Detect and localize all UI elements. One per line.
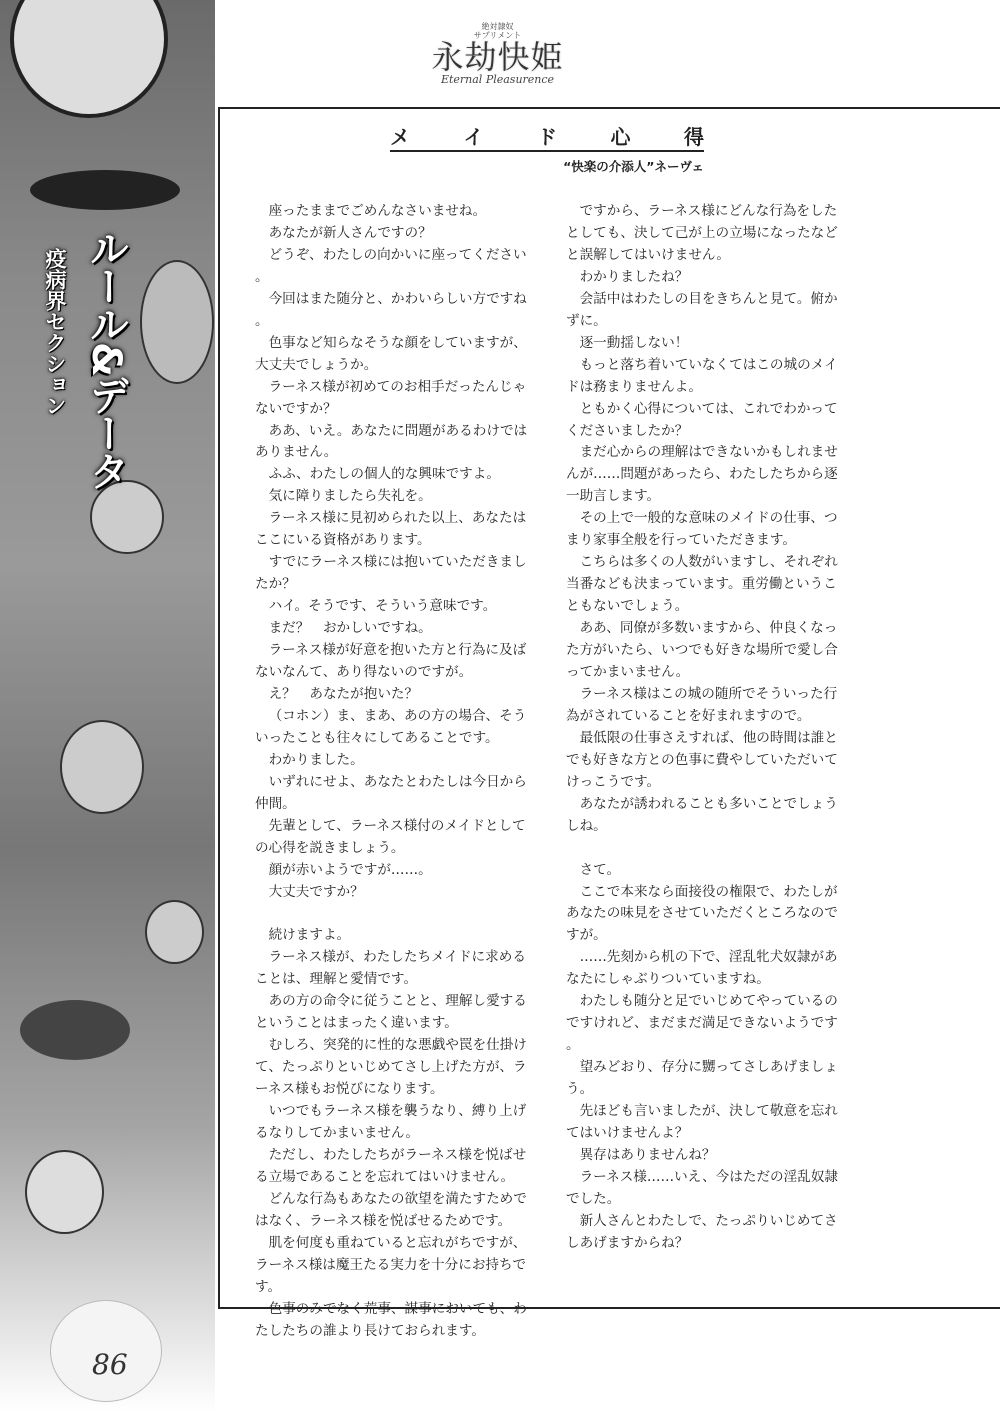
- paragraph: ふふ、わたしの個人的な興味ですよ。: [268, 466, 500, 483]
- paragraph: ラーネス様はこの城の随所でそういった行為がされていることを好まれますので。: [566, 685, 838, 724]
- paragraph: 肌を何度も重ねていると忘れがちですが、ラーネス様は魔王たる実力を十分にお持ちです。: [255, 1234, 527, 1295]
- illustration-tiger-girl: [60, 720, 144, 814]
- paragraph: 新人さんとわたしで、たっぷりいじめてさしあげますからね？: [566, 1212, 838, 1251]
- paragraph: 大丈夫ですか？: [268, 883, 364, 900]
- paragraph: 会話中はわたしの目をきちんと見て。俯かずに。: [566, 290, 838, 329]
- book-logo: [415, 22, 580, 88]
- blank-line: [566, 838, 842, 860]
- paragraph: あなたが新人さんですの？: [268, 224, 432, 241]
- paragraph: 異存はありませんね？: [579, 1146, 716, 1163]
- article-title: [390, 124, 704, 152]
- page-number: 86: [92, 1348, 128, 1381]
- paragraph: いつでもラーネス様を襲うなり、縛り上げるなりしてかまいません。: [255, 1103, 527, 1142]
- paragraph: あの方の命令に従うことと、理解し愛するということはまったく違います。: [255, 993, 527, 1032]
- illustration-serpent: [30, 170, 180, 210]
- article-byline: “快楽の介添人”ネーヴェ: [563, 159, 704, 174]
- section-subtitle: 疫病界セクション: [43, 248, 67, 416]
- paragraph: 先輩として、ラーネス様付のメイドとしての心得を説きましょう。: [255, 817, 526, 856]
- paragraph: むしろ、突発的に性的な悪戯や罠を仕掛けて、たっぷりといじめてさし上げた方が、ラーネス様もお悦びになります。: [255, 1037, 527, 1098]
- paragraph: え？ あなたが抱いた？: [268, 685, 419, 702]
- title-char: 心: [610, 125, 631, 149]
- paragraph: ここで本来なら面接役の権限で、わたしがあなたの味見をさせていただくところなのですが。: [566, 883, 838, 944]
- logo-ruby-top: 絶対隷奴: [481, 22, 514, 31]
- paragraph: 望みどおり、存分に嬲ってさしあげましょう。: [566, 1059, 838, 1098]
- title-char: ド: [537, 125, 557, 149]
- paragraph: どんな行為もあなたの欲望を満たすためではなく、ラーネス様を悦ばせるためです。: [255, 1190, 527, 1229]
- illustration-character: [90, 480, 164, 554]
- title-char: メ: [390, 125, 410, 149]
- illustration-sun-face: [10, 0, 168, 118]
- paragraph: 先ほども言いましたが、決して敬意を忘れてはいけませんよ？: [566, 1103, 838, 1142]
- paragraph: 座ったままでごめんなさいませね。: [268, 203, 487, 219]
- paragraph: ラーネス様……いえ、今はただの淫乱奴隷でした。: [566, 1168, 839, 1207]
- paragraph: まだ？ おかしいですね。: [268, 620, 432, 637]
- paragraph: ともかく心得については、これでわかってくださいましたか？: [566, 400, 838, 439]
- paragraph: ラーネス様に見初められた以上、あなたはここにいる資格があります。: [255, 510, 527, 549]
- paragraph: わかりましたね？: [579, 268, 689, 285]
- paragraph: ラーネス様が初めてのお相手だったんじゃないですか？: [255, 378, 527, 417]
- paragraph: さて。: [579, 861, 621, 878]
- paragraph: ラーネス様が好意を抱いた方と行為に及ばないなんて、あり得ないのですが。: [255, 642, 527, 681]
- logo-name: 永劫快姫: [431, 38, 564, 76]
- paragraph: 気に障りましたら失礼を。: [268, 488, 432, 505]
- paragraph: ただし、わたしたちがラーネス様を悦ばせる立場であることを忘れてはいけません。: [255, 1146, 527, 1185]
- paragraph: 続けますよ。: [268, 927, 351, 944]
- section-title: ルール&データ: [83, 228, 129, 489]
- illustration-character: [140, 260, 214, 384]
- paragraph: ああ、いえ。あなたに問題があるわけではありません。: [255, 422, 528, 461]
- illustration-character: [145, 900, 204, 964]
- paragraph: ラーネス様が、わたしたちメイドに求めることは、理解と愛情です。: [255, 949, 526, 988]
- paragraph: わかりました。: [268, 751, 364, 768]
- text-column-right: [566, 201, 842, 1255]
- paragraph: いずれにせよ、あなたとわたしは今日から仲間。: [255, 773, 527, 812]
- paragraph: ですから、ラーネス様にどんな行為をしたとしても、決して己が上の立場になったなどと誤解してはいけません。: [566, 203, 838, 263]
- paragraph: わたしも随分と足でいじめてやっているのですけれど、まだまだ満足できないようです。: [566, 993, 838, 1054]
- paragraph: まだ心からの理解はできないかもしれませんが……問題があったら、わたしたちから逐一助言します。: [566, 444, 838, 505]
- logo-english: Eternal Pleasurence: [440, 73, 555, 86]
- text-column-left: [255, 201, 531, 1343]
- paragraph: その上で一般的な意味のメイドの仕事、つまり家事全般を行っていただきます。: [566, 510, 838, 549]
- title-char: イ: [463, 125, 484, 149]
- title-char: 得: [684, 125, 704, 149]
- paragraph: ……先刻から机の下で、淫乱牝犬奴隷があなたにしゃぶりついていますね。: [566, 949, 838, 988]
- paragraph: ああ、同僚が多数いますから、仲良くなった方がいたら、いつでも好きな場所で愛し合ってかまいません。: [566, 620, 838, 681]
- paragraph: 最低限の仕事さえすれば、他の時間は誰とでも好きな方との色事に費やしていただいてけっこうです。: [566, 729, 838, 790]
- paragraph: もっと落ち着いていなくてはこの城のメイドは務まりませんよ。: [566, 356, 838, 395]
- blank-line: [255, 904, 531, 926]
- paragraph: 今回はまた随分と、かわいらしい方ですね。: [255, 290, 527, 329]
- illustration-character: [25, 1150, 104, 1234]
- paragraph: （コホン）ま、まあ、あの方の場合、そういったことも往々にしてあることです。: [255, 707, 527, 746]
- paragraph: あなたが誘われることも多いことでしょうしね。: [566, 795, 838, 834]
- paragraph: 色事など知らなそうな顔をしていますが、大丈夫でしょうか。: [255, 334, 527, 373]
- side-illustration: [0, 0, 215, 1412]
- illustration-dragon-eye: [20, 1000, 130, 1060]
- paragraph: どうぞ、わたしの向かいに座ってください。: [255, 246, 527, 285]
- paragraph: 逐一動揺しない！: [579, 334, 689, 351]
- logo-ruby-bottom: サプリメント: [473, 31, 522, 40]
- paragraph: すでにラーネス様には抱いていただきましたか？: [255, 554, 527, 593]
- paragraph: 色事のみでなく荒事、謀事においても、わたしたちの誰より長けておられます。: [255, 1300, 527, 1339]
- paragraph: ハイ。そうです、そういう意味です。: [268, 598, 497, 615]
- paragraph: こちらは多くの人数がいますし、それぞれ当番なども決まっています。重労働ということもないでしょう。: [566, 554, 838, 615]
- paragraph: 顔が赤いようですが……。: [268, 861, 432, 878]
